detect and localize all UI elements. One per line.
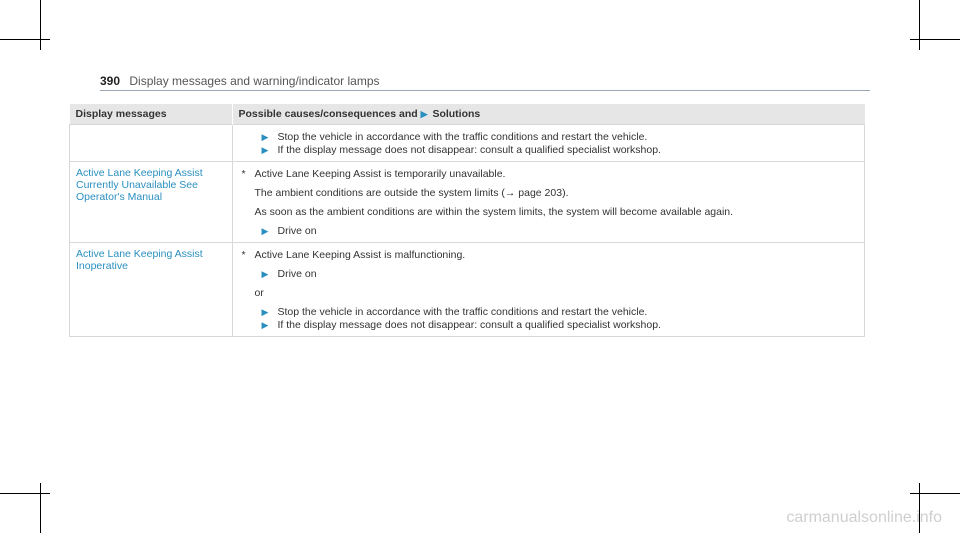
solution-step (239, 225, 859, 237)
crop-mark (0, 39, 50, 40)
step-text: If the display message does not disappear: consult a qualified specialist workshop. (277, 319, 661, 331)
solution-cell (232, 243, 865, 337)
info-text: As soon as the ambient conditions are within the system limits, the system will become available again. (254, 206, 734, 218)
cause-line (239, 249, 859, 261)
solution-step (239, 306, 859, 318)
asterisk-icon: * (241, 249, 246, 261)
page-number: 390 (100, 74, 121, 88)
play-arrow-icon: ▶ (261, 132, 269, 142)
column-header-causes (232, 104, 865, 125)
play-arrow-icon: ▶ (261, 269, 269, 279)
crop-mark (40, 0, 41, 50)
step-text: If the display message does not disappear: consult a qualified specialist workshop. (277, 144, 661, 156)
message-cell (70, 125, 233, 162)
column-header-messages: Display messages (70, 104, 233, 125)
step-text: Stop the vehicle in accordance with the traffic conditions and restart the vehicle. (277, 131, 648, 143)
play-arrow-icon: ▶ (261, 145, 269, 155)
asterisk-icon: * (241, 168, 246, 180)
page-header (100, 74, 380, 88)
column-header-solutions-label: Solutions (432, 108, 481, 120)
crop-mark (0, 493, 50, 494)
solution-step (239, 144, 859, 156)
info-line (239, 206, 859, 218)
column-header-causes-label: Possible causes/consequences and (238, 108, 418, 120)
table-header-row (70, 104, 865, 125)
watermark: carmanualsonline.info (786, 509, 942, 526)
crop-mark (910, 493, 960, 494)
header-divider (100, 90, 870, 91)
play-arrow-icon: ▶ (420, 109, 428, 119)
table-row (70, 162, 865, 243)
solution-cell (232, 162, 865, 243)
solution-step (239, 131, 859, 143)
crop-mark (40, 483, 41, 533)
info-line (239, 287, 859, 299)
info-text: The ambient conditions are outside the system limits (→ page 203). (254, 187, 569, 199)
crop-mark (910, 39, 960, 40)
step-text: Drive on (277, 225, 317, 237)
play-arrow-icon: ▶ (261, 320, 269, 330)
message-cell[interactable]: Active Lane Keeping Assist Inoperative (70, 243, 233, 337)
display-messages-table (69, 104, 865, 337)
table-row (70, 243, 865, 337)
info-line (239, 187, 859, 199)
solution-step (239, 319, 859, 331)
play-arrow-icon: ▶ (261, 226, 269, 236)
step-text: Drive on (277, 268, 317, 280)
cause-line (239, 168, 859, 180)
solution-cell (232, 125, 865, 162)
play-arrow-icon: ▶ (261, 307, 269, 317)
step-text: Stop the vehicle in accordance with the traffic conditions and restart the vehicle. (277, 306, 648, 318)
info-text: or (254, 287, 264, 299)
message-cell[interactable]: Active Lane Keeping Assist Currently Unavailable See Operator's Manual (70, 162, 233, 243)
cause-text: Active Lane Keeping Assist is temporarily unavailable. (254, 168, 506, 180)
table-row (70, 125, 865, 162)
page-title: Display messages and warning/indicator lamps (129, 74, 380, 88)
cause-text: Active Lane Keeping Assist is malfunctioning. (254, 249, 466, 261)
crop-mark (919, 0, 920, 50)
solution-step (239, 268, 859, 280)
